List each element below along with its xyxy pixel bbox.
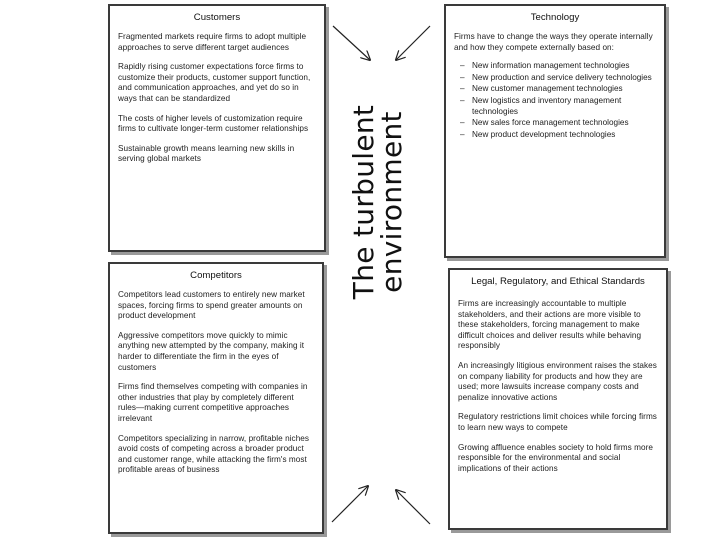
competitors-box (108, 262, 324, 534)
customers-paragraph: Rapidly rising customer expectations force firms to customize their products, customer support function, and communication approaches, and yet do so in ways that can be standardized (118, 62, 311, 103)
arrow-top-left (333, 26, 370, 60)
legal-paragraph: Regulatory restrictions limit choices while forcing firms to learn new ways to compete (458, 412, 657, 432)
arrow-bottom-right (396, 490, 430, 524)
customers-paragraph: Sustainable growth means learning new skills in serving global markets (118, 143, 295, 164)
competitors-paragraph: Aggressive competitors move quickly to mimic anything new attempted by the company, making it harder to differentiate the firm in the eyes of customers (118, 330, 305, 372)
technology-intro: Firms have to change the ways they operate internally and how they compete externally based on: (454, 32, 653, 52)
technology-list-item: – New production and service delivery technologies (460, 73, 656, 84)
technology-list-item: – New information management technologies (460, 61, 656, 72)
technology-list-item: – New product development technologies (460, 130, 656, 141)
competitors-paragraph: Firms find themselves competing with companies in other industries that play by completely different rules—making current competitive approaches irrelevant (118, 382, 308, 423)
customers-paragraph: Fragmented markets require firms to adopt multiple approaches to serve different target audiences (118, 32, 307, 52)
customers-paragraph: The costs of higher levels of customization require firms to cultivate longer-term customer relationships (118, 113, 309, 134)
legal-title: Legal, Regulatory, and Ethical Standards (471, 276, 645, 287)
technology-list (454, 61, 656, 140)
arrow-top-right (396, 26, 430, 60)
center-title (347, 104, 408, 300)
competitors-paragraph: Competitors specializing in narrow, profitable niches avoid costs of competing across a broader product and customer range, while attacking the firm's most profitable areas of business (118, 433, 310, 475)
customers-box (108, 4, 326, 252)
competitors-paragraph: Competitors lead customers to entirely new market spaces, forcing firms to spend greater amounts on product development (118, 290, 305, 321)
competitors-title: Competitors (190, 270, 242, 281)
technology-list-item: – New sales force management technologies (460, 118, 656, 129)
center-title-line2: environment (375, 111, 408, 293)
technology-box (444, 4, 666, 258)
technology-list-item: – New logistics and inventory management technologies (460, 96, 656, 117)
legal-paragraph: Growing affluence enables society to hold firms more responsible for the environmental and social implications of their actions (458, 442, 653, 473)
legal-paragraph: An increasingly litigious environment raises the stakes on company liability for products and how they are used; more lawsuits increase company costs and penalize innovative actions (458, 360, 657, 402)
legal-paragraph: Firms are increasingly accountable to multiple stakeholders, and their actions are more visible to these stakeholders, forcing management to make difficult choices and deliver results while behaving responsibly (458, 299, 642, 351)
center-title-line1: The turbulent (347, 104, 380, 300)
customers-title: Customers (193, 12, 241, 23)
technology-list-item: – New customer management technologies (460, 84, 656, 95)
technology-title: Technology (530, 12, 580, 23)
legal-box (448, 268, 668, 530)
arrow-bottom-left (332, 486, 368, 522)
